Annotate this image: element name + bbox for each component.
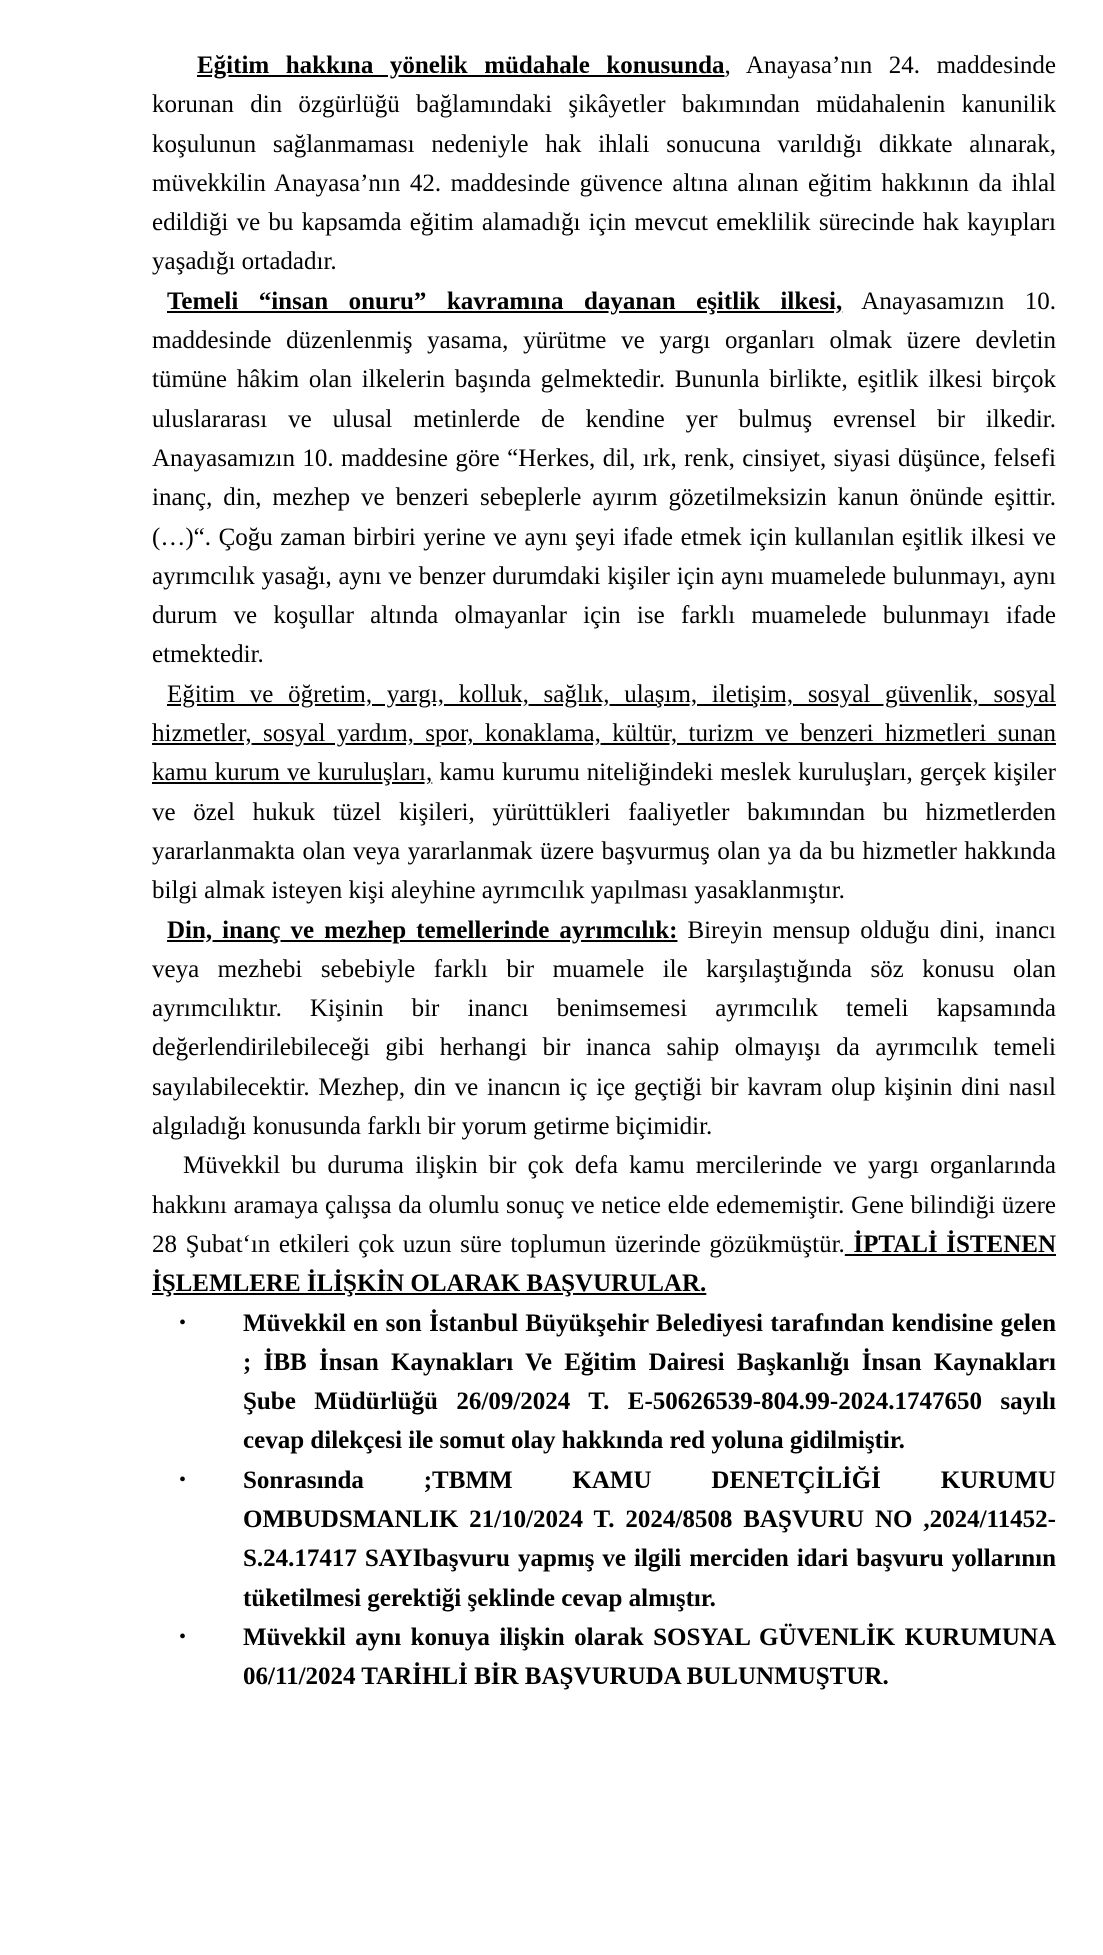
list-item-sgk-application — [152, 1618, 1056, 1697]
body-run: kamu kurumu niteliğindeki meslek kuruluşları, gerçek kişiler ve özel hukuk tüzel kişileri, yürüttükleri faaliyetler bakımından bu hizmetlerden yararlanmakta olan veya yararlanmak üzere başvurmuş olan ya da bu hizmetler hakkında bilgi almak isteyen kişi aleyhine ayrımcılık yapılması yasaklanmıştır. — [152, 759, 1056, 905]
heading-run-annulment-applications: İPTALİ İSTENEN İŞLEMLERE İLİŞKİN OLARAK BAŞVURULAR. — [152, 1230, 1056, 1298]
heading-run-religion-discrimination: Din, inanç ve mezhep temellerinde ayrımcılık: — [167, 916, 678, 944]
list-item-ombudsman-application — [152, 1461, 1056, 1618]
bullet-text: Müvekkil en son İstanbul Büyükşehir Belediyesi tarafından kendisine gelen ; İBB İnsan Kaynakları Ve Eğitim Dairesi Başkanlığı İnsan Kaynakları Şube Müdürlüğü 26/09/2024 T. E-50626539-804.99-2024.1747650 sayılı cevap dilekçesi ile somut olay hakkında red yoluna gidilmiştir. — [243, 1309, 1056, 1455]
heading-run-equality-principle: Temeli “insan onuru” kavramına dayanan eşitlik ilkesi, — [167, 287, 843, 315]
body-run: , Anayasa’nın 24. maddesinde korunan din özgürlüğü bağlamındaki şikâyetler bakımından müdahalenin kanunilik koşulunun sağlanmaması nedeniyle hak ihlali sonucuna varıldığı dikkate alınarak, müvekkilin Anayasa’nın 42. maddesinde güvence altına alınan eğitim hakkının da ihlal edildiği ve bu kapsamda eğitim alamadığı için mevcut emeklilik sürecinde hak kayıpları yaşadığı ortadadır. — [152, 52, 1056, 276]
body-run: Anayasamızın 10. maddesinde düzenlenmiş yasama, yürütme ve yargı organları olmak üzere devletin tümüne hâkim olan ilkelerin başında gelmektedir. Bununla birlikte, eşitlik ilkesi birçok uluslararası ve ulusal metinlerde de kendine yer bulmuş evrensel bir ilkedir. Anayasamızın 10. maddesine göre “Herkes, dil, ırk, renk, cinsiyet, siyasi düşünce, felsefi inanç, din, mezhep ve benzeri sebeplerle ayırım gözetilmeksizin kanun önünde eşittir.(…)“. Çoğu zaman birbiri yerine ve aynı şeyi ifade etmek için kullanılan eşitlik ilkesi ve ayrımcılık yasağı, aynı ve benzer durumdaki kişiler için aynı muamelede bulunmayı, aynı durum ve koşullar altında olmayanlar için ise farklı muamelede bulunmayı ifade etmektedir. — [152, 287, 1056, 669]
body-run: Müvekkil bu duruma ilişkin bir çok defa kamu mercilerinde ve yargı organlarında hakkını aramaya çalışsa da olumlu sonuç ve netice elde edememiştir. Gene bilindiği üzere 28 Şubat‘ın etkileri çok uzun süre toplumun üzerinde gözükmüştür. — [152, 1152, 1056, 1258]
paragraph-education-intervention — [152, 46, 1056, 282]
bullet-icon: • — [179, 1625, 187, 1648]
paragraph-religion-discrimination — [152, 911, 1056, 1147]
underlined-run-public-services: Eğitim ve öğretim, yargı, kolluk, sağlık, ulaşım, iletişim, sosyal güvenlik, sosyal hizmetler, sosyal yardım, spor, konaklama, kültür, turizm ve benzeri hizmetleri sunan kamu kurum ve kuruluşları, — [152, 680, 1056, 787]
body-run: Bireyin mensup olduğu dini, inancı veya mezhebi sebebiyle farklı bir muamele ile karşılaştığında söz konusu olan ayrımcılıktır. Kişinin bir inancı benimsemesi ayrımcılık temeli kapsamında değerlendirilebileceği gibi herhangi bir inanca sahip olmayışı da ayrımcılık temeli sayılabilecektir. Mezhep, din ve inancın iç içe geçtiği bir kavram olup kişinin dini nasıl algıladığı konusunda farklı bir yorum getirme biçimidir. — [152, 916, 1057, 1141]
bullet-text: Sonrasında ;TBMM KAMU DENETÇİLİĞİ KURUMU OMBUDSMANLIK 21/10/2024 T. 2024/8508 BAŞVURU NO ,2024/11452-S.24.17417 SAYIbaşvuru yapmış ve ilgili merciden idari başvuru yollarının tüketilmesi gerektiği şeklinde cevap almıştır. — [243, 1466, 1056, 1612]
heading-run-education-intervention: Eğitim hakkına yönelik müdahale konusunda — [197, 52, 725, 79]
paragraph-client-applications — [152, 1146, 1056, 1303]
list-item-ibb-application — [152, 1304, 1056, 1461]
paragraph-public-services — [152, 675, 1056, 911]
bullet-icon: • — [179, 1311, 187, 1334]
bullet-icon: • — [179, 1468, 187, 1491]
paragraph-equality-principle — [152, 282, 1056, 675]
bullet-text: Müvekkil aynı konuya ilişkin olarak SOSYAL GÜVENLİK KURUMUNA 06/11/2024 TARİHLİ BİR BAŞVURUDA BULUNMUŞTUR. — [243, 1623, 1056, 1691]
